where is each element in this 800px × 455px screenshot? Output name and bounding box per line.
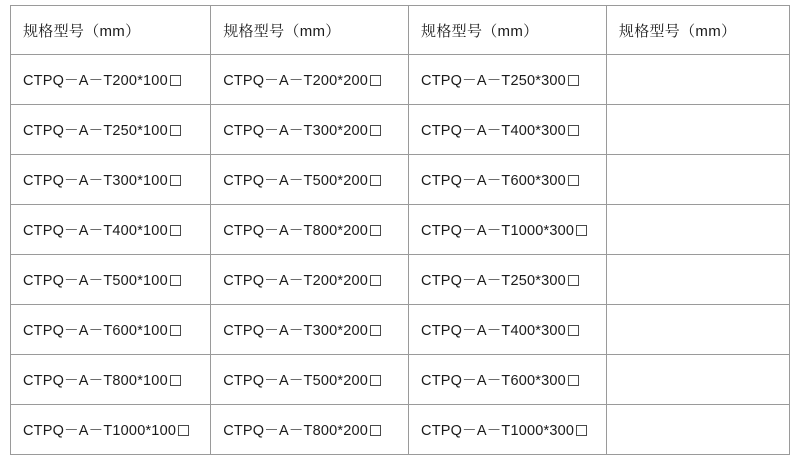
table-header-row: [11, 6, 790, 55]
spec-label: CTPQ－A－T200*200: [223, 273, 369, 289]
checkbox-icon[interactable]: [170, 225, 181, 236]
checkbox-icon[interactable]: [370, 425, 381, 436]
checkbox-icon[interactable]: [568, 175, 579, 186]
spec-cell: [11, 305, 211, 355]
spec-cell-empty: [606, 155, 789, 205]
spec-label: CTPQ－A－T1000*300: [421, 423, 575, 439]
checkbox-icon[interactable]: [170, 375, 181, 386]
spec-cell: [211, 105, 409, 155]
spec-label: CTPQ－A－T600*100: [23, 323, 168, 339]
column-header-1: 规格型号（mm）: [11, 6, 211, 55]
spec-label: CTPQ－A－T250*100: [23, 123, 168, 139]
table-row: [11, 205, 790, 255]
spec-label: CTPQ－A－T800*100: [23, 373, 168, 389]
table-header: [11, 6, 790, 55]
spec-label: CTPQ－A－T500*200: [223, 173, 369, 189]
checkbox-icon[interactable]: [170, 75, 181, 86]
checkbox-icon[interactable]: [370, 325, 381, 336]
spec-cell: [211, 255, 409, 305]
spec-label: CTPQ－A－T400*300: [421, 323, 566, 339]
checkbox-icon[interactable]: [170, 125, 181, 136]
spec-label: CTPQ－A－T500*100: [23, 273, 168, 289]
spec-cell-empty: [606, 405, 789, 455]
spec-cell: [11, 205, 211, 255]
spec-label: CTPQ－A－T400*100: [23, 223, 168, 239]
spec-cell: [11, 255, 211, 305]
spec-cell: [409, 205, 607, 255]
spec-cell: [11, 105, 211, 155]
checkbox-icon[interactable]: [178, 425, 189, 436]
checkbox-icon[interactable]: [576, 425, 587, 436]
spec-cell-empty: [606, 105, 789, 155]
checkbox-icon[interactable]: [568, 375, 579, 386]
checkbox-icon[interactable]: [568, 275, 579, 286]
table-row: [11, 355, 790, 405]
column-header-4: 规格型号（mm）: [606, 6, 789, 55]
spec-cell: [211, 305, 409, 355]
table-row: [11, 405, 790, 455]
spec-label: CTPQ－A－T1000*100: [23, 423, 177, 439]
checkbox-icon[interactable]: [568, 325, 579, 336]
spec-cell: [409, 105, 607, 155]
checkbox-icon[interactable]: [370, 225, 381, 236]
spec-cell: [211, 355, 409, 405]
checkbox-icon[interactable]: [170, 175, 181, 186]
checkbox-icon[interactable]: [576, 225, 587, 236]
spec-cell: [11, 405, 211, 455]
checkbox-icon[interactable]: [370, 275, 381, 286]
spec-label: CTPQ－A－T200*100: [23, 73, 168, 89]
spec-cell: [211, 55, 409, 105]
spec-label: CTPQ－A－T300*200: [223, 323, 369, 339]
spec-cell: [211, 155, 409, 205]
spec-cell: [409, 155, 607, 205]
spec-label: CTPQ－A－T800*200: [223, 223, 369, 239]
spec-label: CTPQ－A－T200*200: [223, 73, 369, 89]
spec-cell: [11, 355, 211, 405]
spec-cell: [11, 155, 211, 205]
checkbox-icon[interactable]: [170, 275, 181, 286]
spec-cell-empty: [606, 55, 789, 105]
checkbox-icon[interactable]: [568, 75, 579, 86]
column-header-2: 规格型号（mm）: [211, 6, 409, 55]
spec-label: CTPQ－A－T800*200: [223, 423, 369, 439]
table-row: [11, 255, 790, 305]
spec-label: CTPQ－A－T400*300: [421, 123, 566, 139]
spec-label: CTPQ－A－T300*100: [23, 173, 168, 189]
table-row: [11, 155, 790, 205]
table-row: [11, 305, 790, 355]
specification-table: [10, 5, 790, 455]
spec-label: CTPQ－A－T600*300: [421, 373, 566, 389]
checkbox-icon[interactable]: [370, 375, 381, 386]
spec-cell-empty: [606, 355, 789, 405]
spec-cell: [409, 55, 607, 105]
table-body: [11, 55, 790, 455]
spec-label: CTPQ－A－T250*300: [421, 273, 566, 289]
checkbox-icon[interactable]: [370, 125, 381, 136]
spec-cell: [409, 355, 607, 405]
spec-label: CTPQ－A－T300*200: [223, 123, 369, 139]
checkbox-icon[interactable]: [370, 75, 381, 86]
spec-label: CTPQ－A－T500*200: [223, 373, 369, 389]
checkbox-icon[interactable]: [170, 325, 181, 336]
spec-cell-empty: [606, 205, 789, 255]
table-row: [11, 55, 790, 105]
spec-cell: [409, 405, 607, 455]
table-row: [11, 105, 790, 155]
spec-cell: [211, 405, 409, 455]
spec-cell-empty: [606, 255, 789, 305]
spec-label: CTPQ－A－T250*300: [421, 73, 566, 89]
checkbox-icon[interactable]: [568, 125, 579, 136]
spec-cell: [409, 305, 607, 355]
spec-cell-empty: [606, 305, 789, 355]
spec-cell: [211, 205, 409, 255]
spec-cell: [409, 255, 607, 305]
spec-cell: [11, 55, 211, 105]
spec-label: CTPQ－A－T600*300: [421, 173, 566, 189]
checkbox-icon[interactable]: [370, 175, 381, 186]
spec-label: CTPQ－A－T1000*300: [421, 223, 575, 239]
column-header-3: 规格型号（mm）: [409, 6, 607, 55]
